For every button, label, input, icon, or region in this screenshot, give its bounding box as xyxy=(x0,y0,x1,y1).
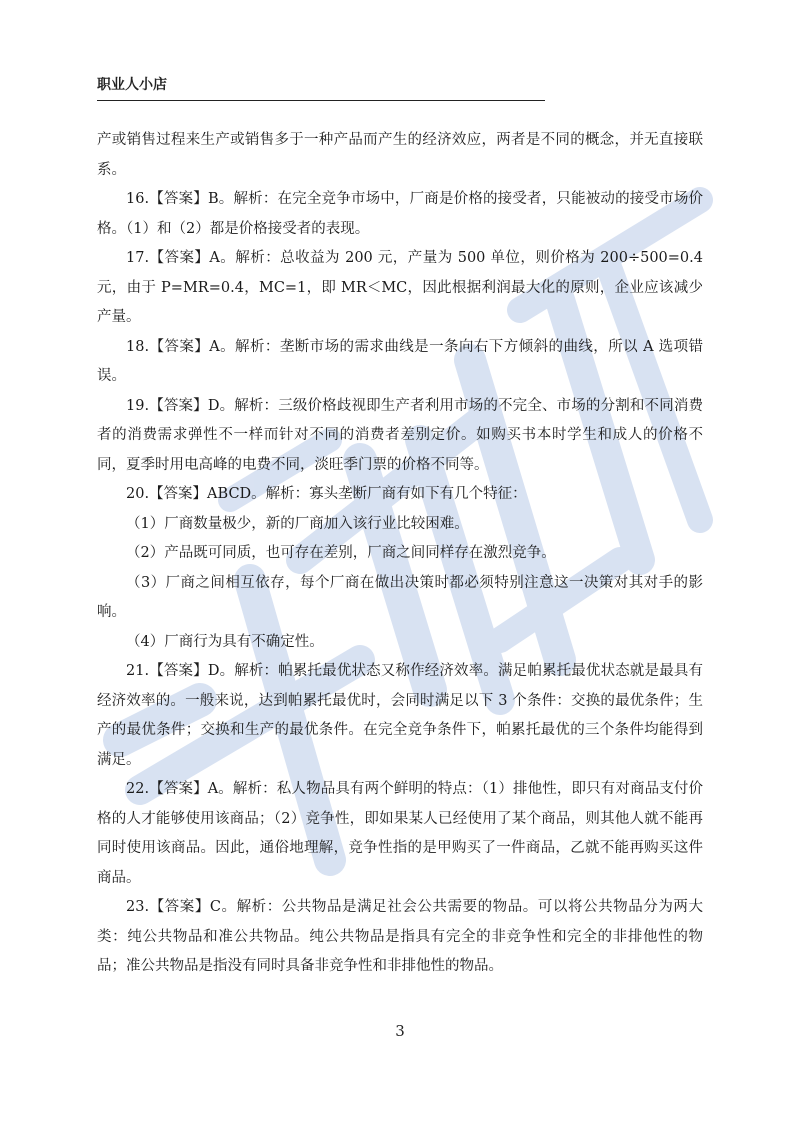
answer-20-point-1: （1）厂商数量极少，新的厂商加入该行业比较困难。 xyxy=(126,515,469,532)
answer-20: 20.【答案】ABCD。解析：寡头垄断厂商有如下有几个特征： xyxy=(126,486,527,502)
answer-21: 21.【答案】D。解析：帕累托最优状态又称作经济效率。满足帕累托最优状态就是最具有经济效率的。一般来说，达到帕累托最优时，会同时满足以下 3 个条件：交换的最优条件；生产的最优条件；交换和生产的最优条件。在完全竞争条件下，帕累托最优的三个条件均能得到满足。 xyxy=(97,663,703,768)
page-number: 3 xyxy=(395,1022,405,1040)
answer-explanations xyxy=(97,126,703,982)
paragraph-continuation: 产或销售过程来生产或销售多于一种产品而产生的经济效应，两者是不同的概念，并无直接联系。 xyxy=(97,132,703,178)
answer-18: 18.【答案】A。解析：垄断市场的需求曲线是一条向右下方倾斜的曲线，所以 A 选项错误。 xyxy=(97,338,703,384)
answer-17: 17.【答案】A。解析：总收益为 200 元，产量为 500 单位，则价格为 200÷500=0.4 元，由于 P=MR=0.4，MC=1，即 MR＜MC，因此根据利润最大化的原则，企业应该减少产量。 xyxy=(97,250,703,325)
answer-22: 22.【答案】A。解析：私人物品具有两个鲜明的特点：（1）排他性，即只有对商品支付价格的人才能够使用该商品；（2）竞争性，即如果某人已经使用了某个商品，则其他人就不能再同时使用该商品。因此，通俗地理解，竞争性指的是甲购买了一件商品，乙就不能再购买这件商品。 xyxy=(97,781,703,886)
answer-16: 16.【答案】B。解析：在完全竞争市场中，厂商是价格的接受者，只能被动的接受市场价格。（1）和（2）都是价格接受者的表现。 xyxy=(97,191,703,237)
answer-19: 19.【答案】D。解析：三级价格歧视即生产者利用市场的不完全、市场的分割和不同消费者的消费需求弹性不一样而针对不同的消费者差别定价。如购买书本时学生和成人的价格不同，夏季时用电高峰的电费不同，淡旺季门票的价格不同等。 xyxy=(97,397,703,473)
page-header: 职业人小店 xyxy=(97,74,545,101)
answer-23: 23.【答案】C。解析：公共物品是满足社会公共需要的物品。可以将公共物品分为两大类：纯公共物品和准公共物品。纯公共物品是指具有完全的非竞争性和完全的非排他性的物品；准公共物品是指没有同时具备非竞争性和非排他性的物品。 xyxy=(97,899,703,974)
answer-20-point-4: （4）厂商行为具有不确定性。 xyxy=(126,633,324,650)
answer-20-point-3: （3）厂商之间相互依存，每个厂商在做出决策时都必须特别注意这一决策对其对手的影响。 xyxy=(97,574,703,620)
answer-20-point-2: （2）产品既可同质，也可存在差别，厂商之间同样存在激烈竞争。 xyxy=(126,545,556,561)
